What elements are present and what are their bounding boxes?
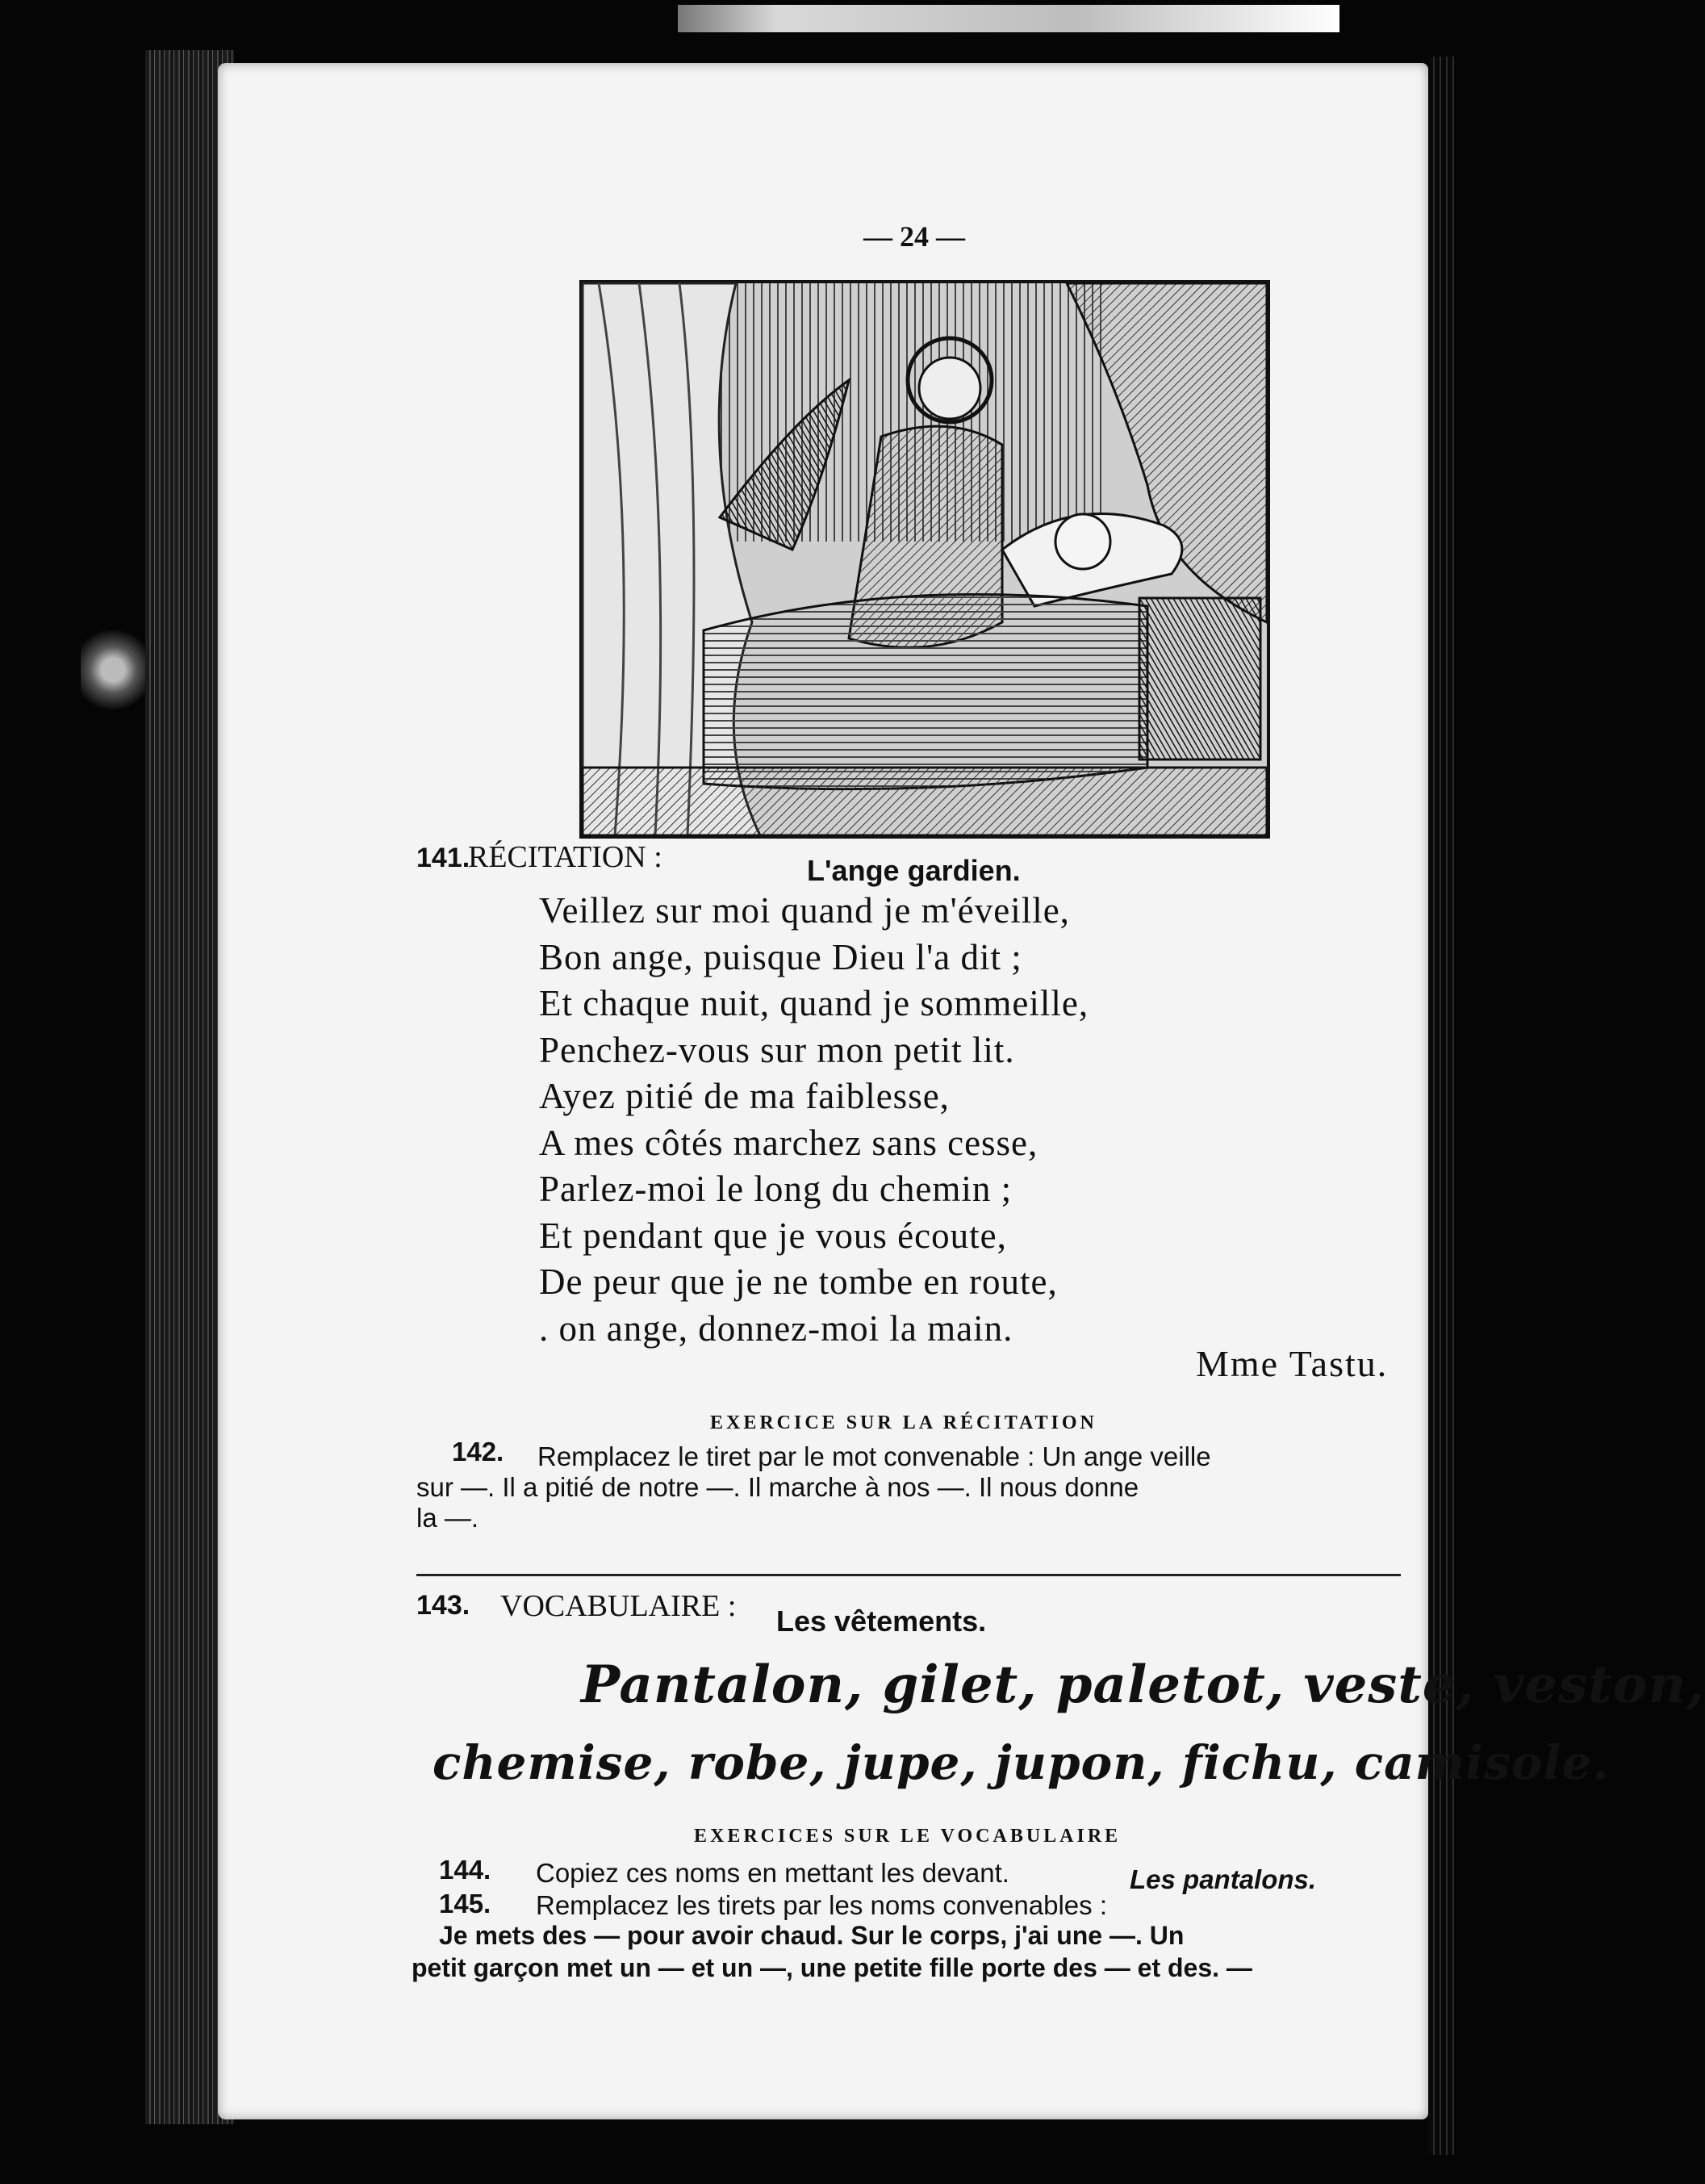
exercise-142-line2: sur —. Il a pitié de notre —. Il marche à nos —. Il nous donne bbox=[416, 1472, 1139, 1502]
poem-line: A mes côtés marchez sans cesse, bbox=[539, 1122, 1038, 1163]
section-divider bbox=[416, 1574, 1401, 1576]
poem-line: Et chaque nuit, quand je sommeille, bbox=[539, 983, 1089, 1023]
poem-line: Veillez sur moi quand je m'éveille, bbox=[539, 890, 1070, 931]
exercise-145-line3: petit garçon met un — et un —, une petite fille porte des — et des. — bbox=[412, 1953, 1252, 1982]
exercise-142-line3: la —. bbox=[416, 1503, 479, 1533]
vocabulary-heading: VOCABULAIRE : bbox=[500, 1589, 737, 1623]
poem bbox=[539, 888, 1089, 1352]
floor bbox=[583, 768, 1267, 835]
exercises-vocabulary-heading: EXERCICES SUR LE VOCABULAIRE bbox=[694, 1826, 1122, 1847]
scan-right-border bbox=[1428, 56, 1454, 2155]
exercise-144-example: Les pantalons. bbox=[1130, 1864, 1317, 1894]
bed-foot bbox=[1139, 598, 1260, 759]
edge-notch bbox=[81, 621, 145, 718]
angel-head bbox=[919, 358, 980, 419]
recitation-title: L'ange gardien. bbox=[807, 854, 1021, 887]
vocabulary-script-line1: Pantalon, gilet, paletot, veste, veston, bbox=[581, 1655, 1705, 1715]
exercise-145-text: Remplacez les tirets par les noms convenables : bbox=[536, 1890, 1107, 1920]
exercise-144-text: Copiez ces noms en mettant les devant. bbox=[536, 1858, 1009, 1888]
poem-line: Bon ange, puisque Dieu l'a dit ; bbox=[539, 936, 1022, 977]
poem-line: Penchez-vous sur mon petit lit. bbox=[539, 1029, 1015, 1070]
bed-cover bbox=[704, 594, 1147, 789]
guardian-angel-engraving bbox=[579, 280, 1270, 839]
exercise-142-line1: Remplacez le tiret par le mot convenable : Un ange veille bbox=[537, 1441, 1211, 1471]
poem-line: Parlez-moi le long du chemin ; bbox=[539, 1169, 1013, 1209]
poem-line: Ayez pitié de ma faiblesse, bbox=[539, 1076, 950, 1116]
exercise-142-number: 142. bbox=[452, 1437, 504, 1466]
page-number: — 24 — bbox=[863, 220, 965, 253]
exercise-144-number: 144. bbox=[439, 1855, 491, 1885]
page-top-scrap bbox=[678, 5, 1339, 32]
poem-line: . on ange, donnez-moi la main. bbox=[539, 1307, 1013, 1349]
recitation-number: 141. bbox=[416, 843, 470, 873]
vocabulary-number: 143. bbox=[416, 1590, 470, 1621]
poem-line: Et pendant que je vous écoute, bbox=[539, 1215, 1007, 1256]
vocabulary-script-line2: chemise, robe, jupe, jupon, fichu, camisole. bbox=[433, 1735, 1610, 1790]
exercise-145-number: 145. bbox=[439, 1889, 491, 1918]
engraving-svg bbox=[583, 283, 1267, 835]
exercise-recitation-heading: EXERCICE SUR LA RÉCITATION bbox=[710, 1412, 1097, 1433]
poem-line: De peur que je ne tombe en route, bbox=[539, 1261, 1058, 1302]
poem-author: Mme Tastu. bbox=[1196, 1343, 1389, 1384]
recitation-heading: RÉCITATION : bbox=[468, 840, 662, 874]
child-head bbox=[1055, 514, 1110, 569]
exercise-145-line2: Je mets des — pour avoir chaud. Sur le corps, j'ai une —. Un bbox=[439, 1921, 1185, 1950]
vocabulary-title: Les vêtements. bbox=[776, 1605, 987, 1638]
